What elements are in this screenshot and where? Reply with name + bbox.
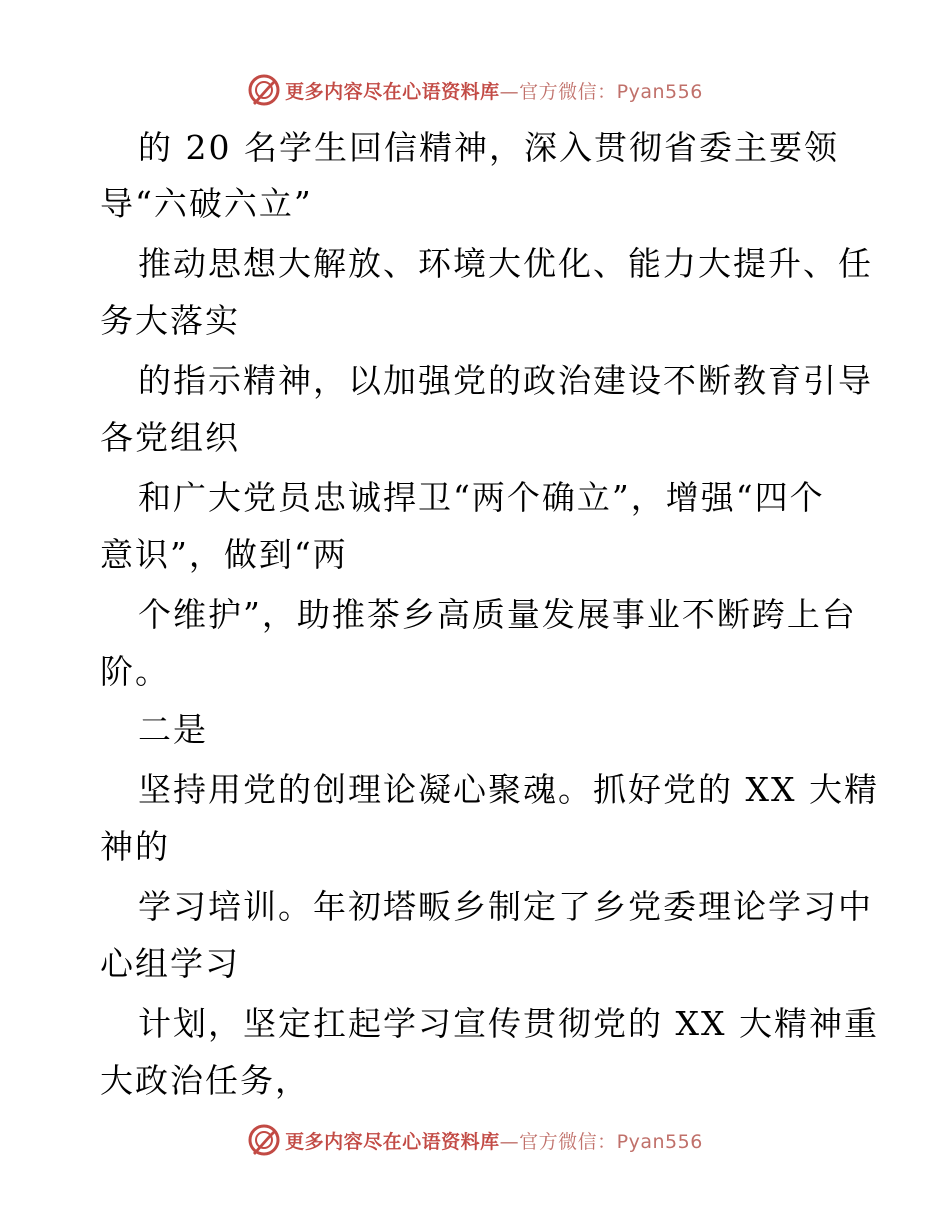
watermark-brand: 更多内容尽在心语资料库 xyxy=(285,80,500,103)
body-line: 二是 xyxy=(138,710,208,749)
body-line: 导“六破六立” xyxy=(100,184,313,223)
watermark-contact: 官方微信：Pyan556 xyxy=(519,80,703,103)
pen-logo-icon xyxy=(247,73,281,107)
body-line: 学习培训。年初塔畈乡制定了乡党委理论学习中 xyxy=(138,887,873,926)
header-watermark xyxy=(0,70,950,110)
watermark-contact: 官方微信：Pyan556 xyxy=(519,1130,703,1153)
body-line: 个维护”，助推茶乡高质量发展事业不断跨上台 xyxy=(138,595,857,634)
body-line: 推动思想大解放、环境大优化、能力大提升、任 xyxy=(138,244,873,283)
pen-logo-icon xyxy=(247,1123,281,1157)
watermark-brand: 更多内容尽在心语资料库 xyxy=(285,1130,500,1153)
body-line: 的 20 名学生回信精神，深入贯彻省委主要领 xyxy=(138,128,839,167)
body-line: 阶。 xyxy=(100,652,170,691)
body-line: 意识”，做到“两 xyxy=(100,535,348,574)
body-line: 各党组织 xyxy=(100,418,240,457)
body-line: 坚持用党的创理论凝心聚魂。抓好党的 XX 大精 xyxy=(138,770,879,809)
watermark-separator: — xyxy=(499,1130,520,1153)
body-line: 务大落实 xyxy=(100,301,240,340)
footer-watermark xyxy=(0,1120,950,1160)
body-line: 心组学习 xyxy=(100,944,240,983)
watermark-separator: — xyxy=(499,80,520,103)
body-line: 的指示精神，以加强党的政治建设不断教育引导 xyxy=(138,361,873,400)
body-line: 和广大党员忠诚捍卫“两个确立”，增强“四个 xyxy=(138,478,825,517)
body-line: 计划，坚定扛起学习宣传贯彻党的 XX 大精神重 xyxy=(138,1004,879,1043)
body-line: 大政治任务， xyxy=(100,1061,310,1100)
body-line: 神的 xyxy=(100,827,170,866)
